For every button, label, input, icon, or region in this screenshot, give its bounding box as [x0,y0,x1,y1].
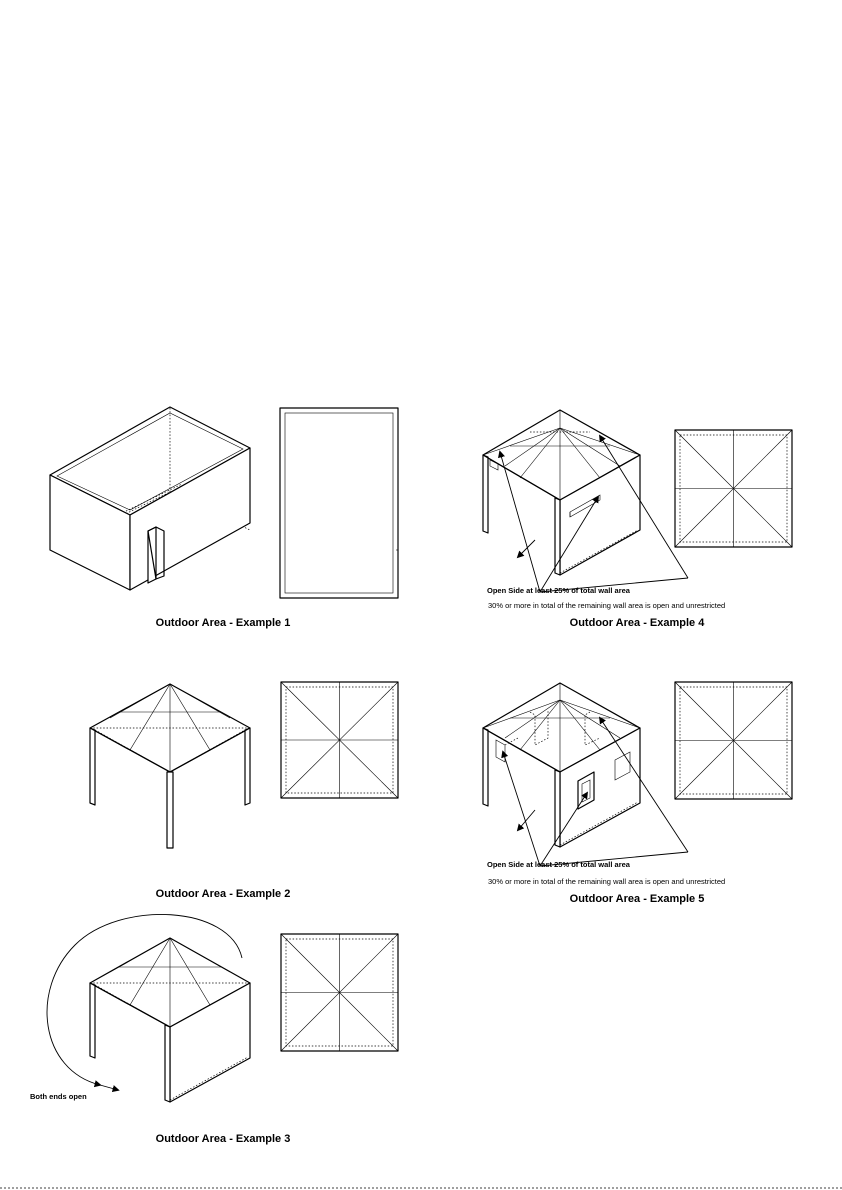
label-both-ends-open: Both ends open [30,1092,87,1101]
example-1-isometric [50,407,250,590]
caption-example-2: Outdoor Area - Example 2 [155,888,291,900]
example-4-isometric [483,410,688,592]
caption-example-4: Outdoor Area - Example 4 [569,617,705,629]
example-4-plan [675,430,792,547]
example-5-isometric [483,683,688,866]
example-3-isometric [47,914,250,1102]
caption-example-1: Outdoor Area - Example 1 [155,617,291,629]
caption-example-5: Outdoor Area - Example 5 [569,893,705,905]
example-3-plan [281,934,398,1051]
label-remaining-ex4: 30% or more in total of the remaining wall area is open and unrestricted [488,601,726,610]
example-2-plan [281,682,398,798]
label-open-side-ex5: Open Side at least 25% of total wall area [487,860,630,869]
example-2-isometric [90,684,250,848]
label-remaining-ex5: 30% or more in total of the remaining wall area is open and unrestricted [488,877,726,886]
example-5-plan [675,682,792,799]
label-open-side-ex4: Open Side at least 25% of total wall area [487,586,630,595]
example-1-plan [280,408,398,598]
caption-example-3: Outdoor Area - Example 3 [155,1133,291,1145]
